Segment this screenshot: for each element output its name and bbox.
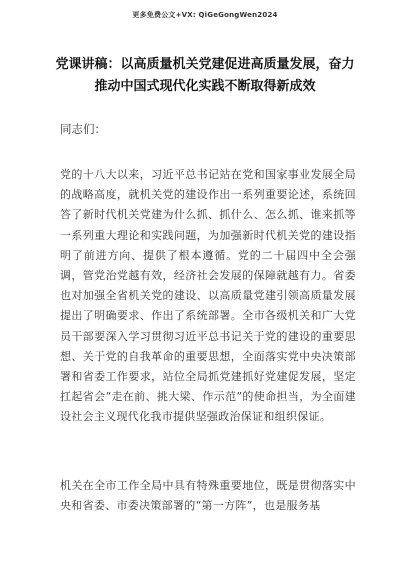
document-title: 党课讲稿：以高质量机关党建促进高质量发展，奋力推动中国式现代化实践不断取得新成效 xyxy=(55,57,355,94)
body-paragraph-1: 党的十八大以来，习近平总书记站在党和国家事业发展全局的战略高度，就机关党的建设作出一系列重要论述，系统回答了新时代机关党建为什么抓、抓什么、怎么抓、谁来抓等一系列重大理论和实践问题，为加强新时代机关党的建设指明了前进方向、提供了根本遵循。党的二十届四中全会强调，管党治党越有效，经济社会发展的保障就越有力。省委也对加强全省机关党的建设、以高质量党建引领高质量发展提出了明确要求、作出了系统部署。全市各级机关和广大党员干部要深入学习贯彻习近平总书记关于党的建设的重要思想、关于党的自我革命的重要思想，全面落实党中央决策部署和省委工作要求，站位全局抓党建抓好党建促发展，坚定扛起省会“走在前、挑大梁、作示范”的使命担当，为全面建设社会主义现代化我市提供坚强政治保证和组织保证。 xyxy=(60,168,356,424)
salutation: 同志们： xyxy=(60,122,106,136)
header-note: 更多免费公文+VX: QiGeGongWen2024 xyxy=(132,11,278,19)
body-paragraph-2: 机关在全市工作全局中具有特殊重要地位，既是贯彻落实中央和省委、市委决策部署的“第一方阵”，也是服务基 xyxy=(60,479,356,513)
